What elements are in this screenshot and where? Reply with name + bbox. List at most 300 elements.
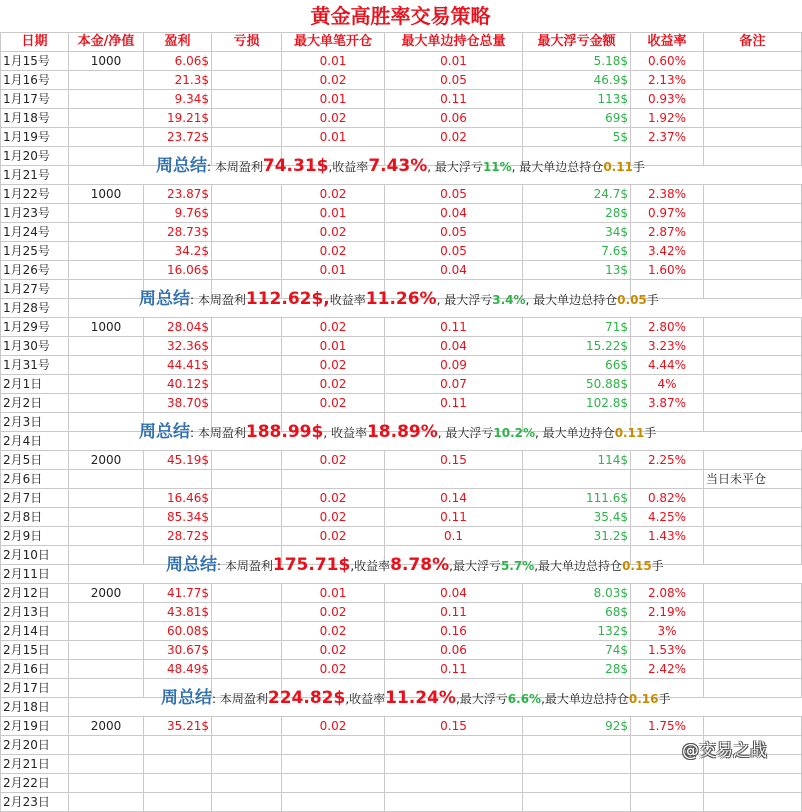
cell-max-position[interactable]: 0.05 — [385, 71, 523, 90]
cell-max-open[interactable]: 0.02 — [282, 185, 385, 204]
cell-max-float-loss[interactable] — [523, 793, 631, 812]
cell-loss[interactable] — [212, 508, 282, 527]
cell-max-position[interactable]: 0.14 — [385, 489, 523, 508]
cell-capital[interactable] — [69, 147, 144, 166]
cell-max-open[interactable] — [282, 755, 385, 774]
cell-max-float-loss[interactable]: 132$ — [523, 622, 631, 641]
cell-capital[interactable] — [69, 660, 144, 679]
cell-capital[interactable]: 1000 — [69, 185, 144, 204]
cell-max-open[interactable]: 0.02 — [282, 717, 385, 736]
cell-loss[interactable] — [212, 318, 282, 337]
cell-max-float-loss[interactable]: 50.88$ — [523, 375, 631, 394]
cell-max-float-loss[interactable]: 34$ — [523, 223, 631, 242]
cell-yield[interactable]: 1.75% — [631, 717, 704, 736]
cell-profit[interactable]: 21.3$ — [144, 71, 212, 90]
cell-loss[interactable] — [212, 527, 282, 546]
cell-yield[interactable]: 0.97% — [631, 204, 704, 223]
cell-date[interactable]: 1月28号 — [1, 299, 69, 318]
cell-note[interactable] — [704, 52, 802, 71]
cell-max-position[interactable]: 0.11 — [385, 508, 523, 527]
cell-max-open[interactable]: 0.01 — [282, 261, 385, 280]
cell-capital[interactable]: 2000 — [69, 717, 144, 736]
cell-capital[interactable] — [69, 204, 144, 223]
cell-date[interactable]: 2月3日 — [1, 413, 69, 432]
cell-yield[interactable]: 2.37% — [631, 128, 704, 147]
cell-max-open[interactable] — [282, 470, 385, 489]
cell-max-open[interactable]: 0.02 — [282, 394, 385, 413]
summary-weekly-yield: 18.89% — [366, 422, 438, 442]
weekly-summary-cell[interactable] — [69, 688, 802, 717]
cell-max-float-loss[interactable]: 111.6$ — [523, 489, 631, 508]
cell-note[interactable] — [704, 527, 802, 546]
cell-note[interactable] — [704, 223, 802, 242]
cell-profit[interactable] — [144, 736, 212, 755]
table-row — [1, 660, 802, 679]
cell-note[interactable] — [704, 489, 802, 508]
cell-max-float-loss[interactable]: 113$ — [523, 90, 631, 109]
cell-yield[interactable]: 1.92% — [631, 109, 704, 128]
cell-capital[interactable] — [69, 394, 144, 413]
cell-loss[interactable] — [212, 641, 282, 660]
cell-profit[interactable]: 6.06$ — [144, 52, 212, 71]
cell-capital[interactable] — [69, 508, 144, 527]
cell-capital[interactable] — [69, 679, 144, 698]
cell-profit[interactable]: 28.72$ — [144, 527, 212, 546]
cell-max-position[interactable]: 0.11 — [385, 603, 523, 622]
cell-capital[interactable] — [69, 527, 144, 546]
cell-date[interactable]: 2月9日 — [1, 527, 69, 546]
cell-profit[interactable]: 19.21$ — [144, 109, 212, 128]
cell-loss[interactable] — [212, 375, 282, 394]
cell-max-float-loss[interactable]: 15.22$ — [523, 337, 631, 356]
cell-profit[interactable]: 85.34$ — [144, 508, 212, 527]
cell-loss[interactable] — [212, 223, 282, 242]
header-loss: 亏损 — [212, 33, 282, 52]
cell-date[interactable]: 2月22日 — [1, 774, 69, 793]
cell-profit[interactable]: 60.08$ — [144, 622, 212, 641]
cell-capital[interactable]: 2000 — [69, 451, 144, 470]
cell-capital[interactable] — [69, 641, 144, 660]
cell-loss[interactable] — [212, 109, 282, 128]
cell-note[interactable] — [704, 356, 802, 375]
cell-max-open[interactable]: 0.02 — [282, 527, 385, 546]
cell-note[interactable] — [704, 793, 802, 812]
cell-note[interactable] — [704, 394, 802, 413]
cell-note[interactable]: 当日未平仓 — [704, 470, 802, 489]
cell-date[interactable]: 2月12日 — [1, 584, 69, 603]
cell-loss[interactable] — [212, 204, 282, 223]
cell-yield[interactable]: 2.80% — [631, 318, 704, 337]
cell-date[interactable]: 1月15号 — [1, 52, 69, 71]
cell-date[interactable]: 2月23日 — [1, 793, 69, 812]
cell-capital[interactable] — [69, 71, 144, 90]
cell-max-open[interactable]: 0.01 — [282, 90, 385, 109]
cell-capital[interactable] — [69, 603, 144, 622]
cell-date[interactable]: 1月19号 — [1, 128, 69, 147]
cell-max-float-loss[interactable]: 5$ — [523, 128, 631, 147]
cell-note[interactable] — [704, 546, 802, 565]
cell-max-open[interactable]: 0.02 — [282, 71, 385, 90]
summary-label-profit: 本周盈利 — [194, 293, 246, 307]
cell-date[interactable]: 1月22号 — [1, 185, 69, 204]
cell-note[interactable] — [704, 641, 802, 660]
cell-note[interactable] — [704, 679, 802, 698]
cell-max-open[interactable]: 0.02 — [282, 356, 385, 375]
cell-date[interactable]: 2月19日 — [1, 717, 69, 736]
cell-capital[interactable] — [69, 280, 144, 299]
cell-date[interactable]: 2月11日 — [1, 565, 69, 584]
cell-max-position[interactable]: 0.11 — [385, 318, 523, 337]
cell-capital[interactable] — [69, 375, 144, 394]
cell-yield[interactable]: 0.82% — [631, 489, 704, 508]
weekly-summary-cell[interactable] — [69, 555, 802, 584]
cell-max-float-loss[interactable]: 35.4$ — [523, 508, 631, 527]
cell-date[interactable]: 2月15日 — [1, 641, 69, 660]
cell-date[interactable]: 1月26号 — [1, 261, 69, 280]
cell-max-float-loss[interactable] — [523, 755, 631, 774]
cell-date[interactable]: 1月18号 — [1, 109, 69, 128]
cell-max-position[interactable]: 0.11 — [385, 90, 523, 109]
cell-loss[interactable] — [212, 90, 282, 109]
cell-capital[interactable] — [69, 261, 144, 280]
cell-note[interactable] — [704, 128, 802, 147]
cell-max-open[interactable]: 0.02 — [282, 641, 385, 660]
cell-max-open[interactable]: 0.02 — [282, 223, 385, 242]
cell-max-float-loss[interactable]: 74$ — [523, 641, 631, 660]
cell-loss[interactable] — [212, 242, 282, 261]
cell-capital[interactable] — [69, 546, 144, 565]
cell-note[interactable] — [704, 622, 802, 641]
cell-capital[interactable]: 2000 — [69, 584, 144, 603]
cell-date[interactable]: 2月6日 — [1, 470, 69, 489]
cell-date[interactable]: 1月20号 — [1, 147, 69, 166]
cell-max-float-loss[interactable]: 31.2$ — [523, 527, 631, 546]
cell-capital[interactable] — [69, 470, 144, 489]
cell-loss[interactable] — [212, 622, 282, 641]
cell-note[interactable] — [704, 603, 802, 622]
cell-max-position[interactable]: 0.05 — [385, 223, 523, 242]
cell-max-position[interactable]: 0.07 — [385, 375, 523, 394]
cell-max-float-loss[interactable] — [523, 470, 631, 489]
cell-note[interactable] — [704, 413, 802, 432]
cell-loss[interactable] — [212, 660, 282, 679]
cell-capital[interactable] — [69, 90, 144, 109]
cell-loss[interactable] — [212, 128, 282, 147]
cell-date[interactable]: 1月27号 — [1, 280, 69, 299]
cell-loss[interactable] — [212, 71, 282, 90]
cell-profit[interactable]: 23.87$ — [144, 185, 212, 204]
cell-loss[interactable] — [212, 736, 282, 755]
cell-max-position[interactable]: 0.15 — [385, 451, 523, 470]
cell-max-position[interactable] — [385, 470, 523, 489]
cell-max-position[interactable]: 0.05 — [385, 185, 523, 204]
cell-capital[interactable] — [69, 242, 144, 261]
cell-max-float-loss[interactable]: 28$ — [523, 660, 631, 679]
cell-note[interactable] — [704, 280, 802, 299]
weekly-summary-cell[interactable] — [69, 422, 802, 451]
cell-profit[interactable]: 45.19$ — [144, 451, 212, 470]
cell-date[interactable]: 2月7日 — [1, 489, 69, 508]
cell-yield[interactable]: 2.25% — [631, 451, 704, 470]
cell-max-position[interactable]: 0.15 — [385, 717, 523, 736]
cell-note[interactable] — [704, 242, 802, 261]
cell-max-open[interactable] — [282, 793, 385, 812]
cell-max-position[interactable] — [385, 793, 523, 812]
cell-max-float-loss[interactable]: 68$ — [523, 603, 631, 622]
cell-yield[interactable]: 0.93% — [631, 90, 704, 109]
cell-profit[interactable] — [144, 755, 212, 774]
cell-note[interactable] — [704, 261, 802, 280]
cell-max-float-loss[interactable]: 24.7$ — [523, 185, 631, 204]
cell-date[interactable]: 1月30号 — [1, 337, 69, 356]
cell-loss[interactable] — [212, 774, 282, 793]
cell-date[interactable]: 2月17日 — [1, 679, 69, 698]
cell-profit[interactable]: 30.67$ — [144, 641, 212, 660]
cell-date[interactable]: 2月21日 — [1, 755, 69, 774]
cell-max-position[interactable]: 0.1 — [385, 527, 523, 546]
weekly-summary-cell[interactable] — [69, 156, 802, 185]
cell-loss[interactable] — [212, 451, 282, 470]
cell-date[interactable]: 2月14日 — [1, 622, 69, 641]
cell-max-open[interactable]: 0.02 — [282, 603, 385, 622]
cell-profit[interactable]: 38.70$ — [144, 394, 212, 413]
cell-yield[interactable]: 3% — [631, 622, 704, 641]
cell-profit[interactable] — [144, 470, 212, 489]
cell-max-float-loss[interactable]: 71$ — [523, 318, 631, 337]
cell-yield[interactable]: 3.23% — [631, 337, 704, 356]
cell-loss[interactable] — [212, 489, 282, 508]
cell-max-open[interactable]: 0.02 — [282, 622, 385, 641]
cell-date[interactable]: 2月13日 — [1, 603, 69, 622]
cell-profit[interactable]: 35.21$ — [144, 717, 212, 736]
cell-max-position[interactable]: 0.04 — [385, 261, 523, 280]
cell-max-open[interactable]: 0.02 — [282, 375, 385, 394]
cell-profit[interactable]: 41.77$ — [144, 584, 212, 603]
cell-note[interactable] — [704, 71, 802, 90]
cell-loss[interactable] — [212, 185, 282, 204]
cell-capital[interactable] — [69, 337, 144, 356]
cell-loss[interactable] — [212, 717, 282, 736]
cell-capital[interactable]: 1000 — [69, 52, 144, 71]
cell-max-position[interactable]: 0.02 — [385, 128, 523, 147]
cell-max-float-loss[interactable]: 46.9$ — [523, 71, 631, 90]
cell-max-position[interactable]: 0.05 — [385, 242, 523, 261]
cell-profit[interactable]: 43.81$ — [144, 603, 212, 622]
cell-max-float-loss[interactable]: 66$ — [523, 356, 631, 375]
cell-loss[interactable] — [212, 470, 282, 489]
cell-loss[interactable] — [212, 584, 282, 603]
cell-date[interactable]: 2月4日 — [1, 432, 69, 451]
cell-max-float-loss[interactable] — [523, 736, 631, 755]
cell-note[interactable] — [704, 584, 802, 603]
cell-note[interactable] — [704, 185, 802, 204]
cell-capital[interactable] — [69, 356, 144, 375]
cell-max-open[interactable] — [282, 774, 385, 793]
cell-yield[interactable]: 1.53% — [631, 641, 704, 660]
cell-date[interactable]: 2月1日 — [1, 375, 69, 394]
cell-date[interactable]: 1月25号 — [1, 242, 69, 261]
cell-max-float-loss[interactable]: 28$ — [523, 204, 631, 223]
cell-loss[interactable] — [212, 603, 282, 622]
cell-date[interactable]: 2月2日 — [1, 394, 69, 413]
cell-date[interactable]: 2月16日 — [1, 660, 69, 679]
cell-date[interactable]: 2月8日 — [1, 508, 69, 527]
cell-capital[interactable]: 1000 — [69, 318, 144, 337]
cell-max-position[interactable]: 0.16 — [385, 622, 523, 641]
cell-max-position[interactable] — [385, 755, 523, 774]
cell-profit[interactable]: 44.41$ — [144, 356, 212, 375]
cell-yield[interactable]: 2.13% — [631, 71, 704, 90]
cell-yield[interactable]: 0.60% — [631, 52, 704, 71]
cell-note[interactable] — [704, 717, 802, 736]
cell-max-position[interactable] — [385, 774, 523, 793]
cell-yield[interactable] — [631, 774, 704, 793]
cell-capital[interactable] — [69, 223, 144, 242]
cell-capital[interactable] — [69, 109, 144, 128]
header-date: 日期 — [1, 33, 69, 52]
cell-yield[interactable] — [631, 793, 704, 812]
cell-yield[interactable]: 2.19% — [631, 603, 704, 622]
cell-date[interactable]: 1月29号 — [1, 318, 69, 337]
cell-max-float-loss[interactable]: 5.18$ — [523, 52, 631, 71]
cell-note[interactable] — [704, 375, 802, 394]
cell-date[interactable]: 1月16号 — [1, 71, 69, 90]
cell-max-open[interactable]: 0.02 — [282, 242, 385, 261]
cell-note[interactable] — [704, 337, 802, 356]
cell-max-position[interactable]: 0.11 — [385, 660, 523, 679]
cell-profit[interactable]: 9.76$ — [144, 204, 212, 223]
cell-max-float-loss[interactable] — [523, 774, 631, 793]
cell-max-position[interactable]: 0.04 — [385, 337, 523, 356]
cell-yield[interactable]: 2.42% — [631, 660, 704, 679]
cell-date[interactable]: 2月20日 — [1, 736, 69, 755]
cell-note[interactable] — [704, 90, 802, 109]
summary-label-position: , 最大单边总持仓 — [511, 160, 604, 174]
cell-profit[interactable]: 28.73$ — [144, 223, 212, 242]
cell-profit[interactable]: 16.06$ — [144, 261, 212, 280]
table-row — [1, 622, 802, 641]
cell-profit[interactable]: 34.2$ — [144, 242, 212, 261]
cell-yield[interactable]: 2.08% — [631, 584, 704, 603]
cell-yield[interactable]: 2.87% — [631, 223, 704, 242]
cell-date[interactable]: 2月10日 — [1, 546, 69, 565]
cell-capital[interactable] — [69, 622, 144, 641]
cell-max-open[interactable]: 0.01 — [282, 52, 385, 71]
cell-capital[interactable] — [69, 489, 144, 508]
cell-capital[interactable] — [69, 413, 144, 432]
cell-max-open[interactable]: 0.02 — [282, 508, 385, 527]
cell-note[interactable] — [704, 508, 802, 527]
cell-loss[interactable] — [212, 394, 282, 413]
cell-loss[interactable] — [212, 52, 282, 71]
cell-max-float-loss[interactable]: 8.03$ — [523, 584, 631, 603]
cell-date[interactable]: 1月31号 — [1, 356, 69, 375]
cell-max-position[interactable]: 0.04 — [385, 204, 523, 223]
summary-label-profit: 本周盈利 — [194, 426, 246, 440]
cell-date[interactable]: 1月21号 — [1, 166, 69, 185]
cell-profit[interactable]: 32.36$ — [144, 337, 212, 356]
cell-note[interactable] — [704, 451, 802, 470]
cell-date[interactable]: 2月18日 — [1, 698, 69, 717]
cell-capital[interactable] — [69, 793, 144, 812]
cell-profit[interactable] — [144, 774, 212, 793]
cell-profit[interactable]: 40.12$ — [144, 375, 212, 394]
cell-profit[interactable]: 48.49$ — [144, 660, 212, 679]
cell-yield[interactable]: 3.42% — [631, 242, 704, 261]
cell-profit[interactable]: 16.46$ — [144, 489, 212, 508]
cell-yield[interactable]: 1.43% — [631, 527, 704, 546]
cell-max-position[interactable]: 0.09 — [385, 356, 523, 375]
cell-loss[interactable] — [212, 793, 282, 812]
cell-max-float-loss[interactable]: 7.6$ — [523, 242, 631, 261]
cell-note[interactable] — [704, 774, 802, 793]
cell-max-open[interactable]: 0.02 — [282, 318, 385, 337]
cell-yield[interactable]: 4% — [631, 375, 704, 394]
cell-yield[interactable]: 2.38% — [631, 185, 704, 204]
cell-yield[interactable]: 4.44% — [631, 356, 704, 375]
cell-max-open[interactable]: 0.01 — [282, 128, 385, 147]
cell-max-float-loss[interactable]: 69$ — [523, 109, 631, 128]
cell-max-float-loss[interactable]: 102.8$ — [523, 394, 631, 413]
cell-max-open[interactable]: 0.02 — [282, 660, 385, 679]
cell-max-float-loss[interactable]: 92$ — [523, 717, 631, 736]
cell-max-open[interactable] — [282, 736, 385, 755]
cell-max-position[interactable] — [385, 736, 523, 755]
cell-capital[interactable] — [69, 774, 144, 793]
cell-max-open[interactable]: 0.02 — [282, 451, 385, 470]
cell-date[interactable]: 2月5日 — [1, 451, 69, 470]
cell-max-open[interactable]: 0.01 — [282, 337, 385, 356]
cell-yield[interactable]: 3.87% — [631, 394, 704, 413]
cell-max-open[interactable]: 0.02 — [282, 109, 385, 128]
cell-max-position[interactable]: 0.01 — [385, 52, 523, 71]
cell-max-position[interactable]: 0.06 — [385, 641, 523, 660]
cell-max-float-loss[interactable]: 114$ — [523, 451, 631, 470]
cell-loss[interactable] — [212, 337, 282, 356]
cell-yield[interactable]: 1.60% — [631, 261, 704, 280]
cell-capital[interactable] — [69, 755, 144, 774]
cell-capital[interactable] — [69, 736, 144, 755]
cell-max-open[interactable]: 0.01 — [282, 584, 385, 603]
cell-loss[interactable] — [212, 755, 282, 774]
cell-loss[interactable] — [212, 356, 282, 375]
cell-profit[interactable]: 9.34$ — [144, 90, 212, 109]
cell-max-open[interactable]: 0.01 — [282, 204, 385, 223]
cell-capital[interactable] — [69, 128, 144, 147]
cell-max-position[interactable]: 0.04 — [385, 584, 523, 603]
cell-note[interactable] — [704, 147, 802, 166]
cell-max-float-loss[interactable]: 13$ — [523, 261, 631, 280]
cell-yield[interactable]: 4.25% — [631, 508, 704, 527]
weekly-summary-cell[interactable] — [69, 289, 802, 318]
cell-max-position[interactable]: 0.11 — [385, 394, 523, 413]
cell-date[interactable]: 1月24号 — [1, 223, 69, 242]
cell-date[interactable]: 1月23号 — [1, 204, 69, 223]
cell-loss[interactable] — [212, 261, 282, 280]
cell-note[interactable] — [704, 318, 802, 337]
cell-profit[interactable]: 28.04$ — [144, 318, 212, 337]
cell-max-open[interactable]: 0.02 — [282, 489, 385, 508]
cell-note[interactable] — [704, 660, 802, 679]
header-capital: 本金/净值 — [69, 33, 144, 52]
cell-note[interactable] — [704, 109, 802, 128]
cell-note[interactable] — [704, 204, 802, 223]
cell-profit[interactable] — [144, 793, 212, 812]
cell-date[interactable]: 1月17号 — [1, 90, 69, 109]
cell-yield[interactable] — [631, 470, 704, 489]
cell-profit[interactable]: 23.72$ — [144, 128, 212, 147]
cell-max-position[interactable]: 0.06 — [385, 109, 523, 128]
